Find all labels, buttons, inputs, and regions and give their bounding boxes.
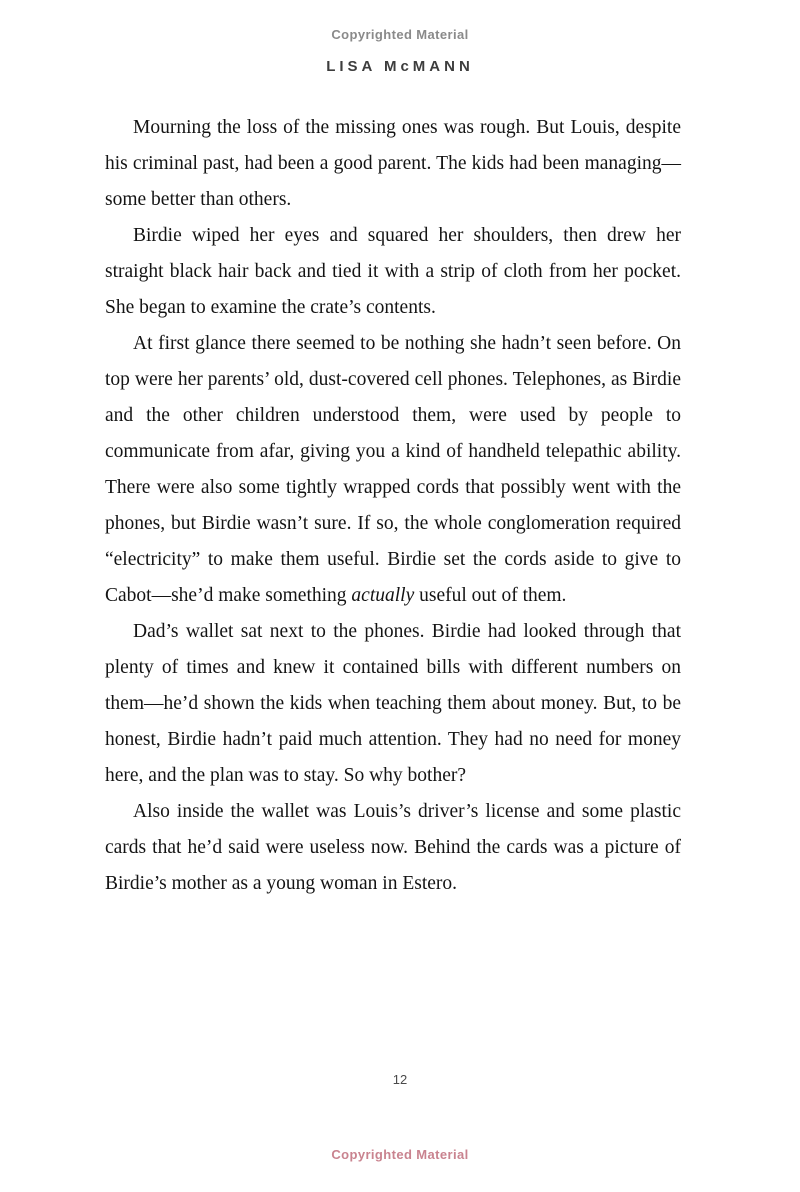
author-name: LISA McMANN [326,58,474,75]
copyright-notice-top: Copyrighted Material [331,27,469,42]
paragraph-5-text: Also inside the wallet was Louis’s driver’s license and some plastic cards that he’d said were useless now. Behind the cards was a picture of Birdie’s mother as a young woman in Estero. [105,801,681,894]
paragraph-3-italic-word: actually [351,585,415,606]
paragraph-4-text: Dad’s wallet sat next to the phones. Birdie had looked through that plenty of times and knew it contained bills with different numbers on them—he’d shown the kids when teaching them about money. But, to be honest, Birdie hadn’t paid much attention. They had no need for money here, and the plan was to stay. So why bother? [105,621,681,786]
paragraph-4 [105,614,681,794]
body-text [105,110,681,902]
paragraph-3-text-pre: At first glance there seemed to be nothing she hadn’t seen before. On top were her parents’ old, dust-covered cell phones. Telephones, as Birdie and the other children understood them, were used by people to communicate from afar, giving you a kind of handheld telepathic ability. There were also some tightly wrapped cords that possibly went with the phones, but Birdie wasn’t sure. If so, the whole conglomeration required “electricity” to make them useful. Birdie set the cords aside to give to Cabot—she’d make something [105,333,681,606]
paragraph-1 [105,110,681,218]
paragraph-3-text-post: useful out of them. [414,585,567,606]
paragraph-1-text: Mourning the loss of the missing ones was rough. But Louis, despite his criminal past, had been a good parent. The kids had been managing—some better than others. [105,117,681,210]
paragraph-2-text: Birdie wiped her eyes and squared her shoulders, then drew her straight black hair back and tied it with a strip of cloth from her pocket. She began to examine the crate’s contents. [105,225,681,318]
copyright-notice-bottom: Copyrighted Material [331,1147,469,1162]
paragraph-5 [105,794,681,902]
paragraph-3 [105,326,681,614]
page-number: 12 [392,1072,408,1087]
paragraph-2 [105,218,681,326]
